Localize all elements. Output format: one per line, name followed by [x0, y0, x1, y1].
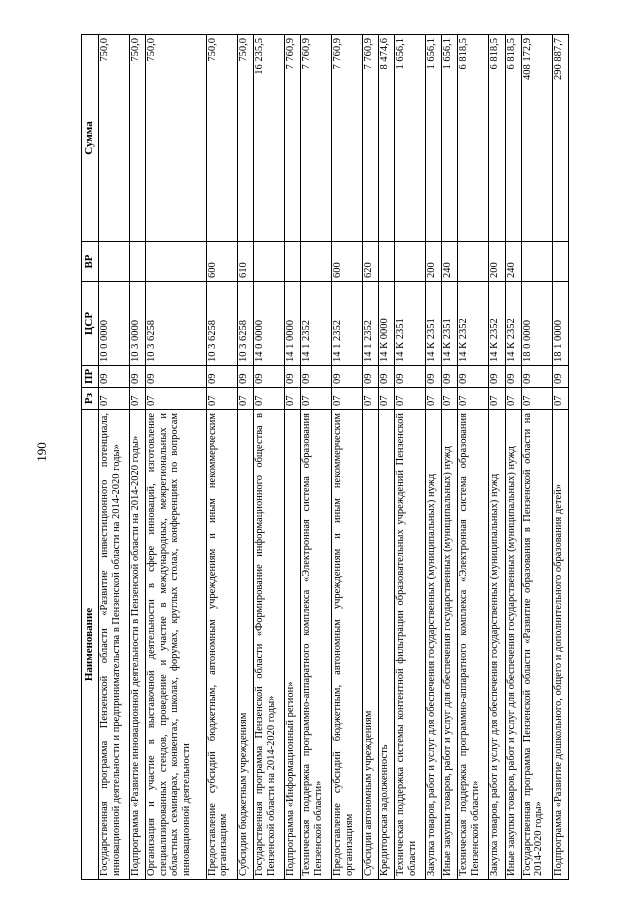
- cell-name: Кредиторская задолженность: [379, 410, 395, 880]
- cell-csr: 14 К 2352: [458, 282, 489, 366]
- table-row: [552, 35, 568, 880]
- cell-pr: 09: [395, 366, 426, 388]
- header-name: Наименование: [82, 410, 99, 880]
- cell-csr: 18 0 0000: [521, 282, 552, 366]
- table-row: [426, 35, 442, 880]
- cell-pr: 09: [99, 366, 130, 388]
- cell-csr: 14 К 2351: [426, 282, 442, 366]
- cell-name: Техническая поддержка программно-аппаратного комплекса «Электронная система образования Пензенской области»: [301, 410, 332, 880]
- cell-vr: 620: [362, 242, 378, 282]
- table-row: [146, 35, 207, 880]
- cell-sum: 7 760,9: [362, 35, 378, 242]
- cell-name: Подпрограмма «Развитие инновационной деятельности в Пензенской области на 2014-2020 годы»: [129, 410, 145, 880]
- cell-name: Государственная программа Пензенской области «Развитие инвестиционного потенциала, инновационной деятельности и предпринимательства в Пензенской области на 2014-2020 годы»: [99, 410, 130, 880]
- cell-rz: 07: [552, 388, 568, 410]
- cell-vr: 240: [505, 242, 521, 282]
- table-row: [379, 35, 395, 880]
- cell-rz: 07: [442, 388, 458, 410]
- cell-name: Организация и участие в выставочной деятельности в сфере инноваций, изготовление специализированных стендов, проведение и участие в международных, межрегиональных и областных семинарах, конвентах, школах, форумах, круглых столах, конференциях по вопросам инновационной деятельности: [146, 410, 207, 880]
- cell-csr: 14 1 2352: [301, 282, 332, 366]
- cell-name: Предоставление субсидий бюджетным, автономным учреждениям и иным некоммерческим организациям: [332, 410, 363, 880]
- cell-sum: 290 887,7: [552, 35, 568, 242]
- cell-rz: 07: [521, 388, 552, 410]
- cell-vr: [146, 242, 207, 282]
- header-csr: ЦСР: [82, 282, 99, 366]
- cell-sum: 1 656,1: [442, 35, 458, 242]
- cell-rz: 07: [99, 388, 130, 410]
- cell-rz: 07: [505, 388, 521, 410]
- cell-csr: 14 К 2352: [489, 282, 505, 366]
- cell-csr: 18 1 0000: [552, 282, 568, 366]
- cell-name: Техническая поддержка системы контентной фильтрации образовательных учреждений Пензенской области: [395, 410, 426, 880]
- cell-csr: 10 0 0000: [99, 282, 130, 366]
- table-row: [129, 35, 145, 880]
- table-header-row: [82, 35, 99, 880]
- cell-pr: 09: [332, 366, 363, 388]
- cell-pr: 09: [505, 366, 521, 388]
- cell-vr: [458, 242, 489, 282]
- cell-vr: [379, 242, 395, 282]
- cell-csr: 10 3 0000: [129, 282, 145, 366]
- cell-pr: 09: [237, 366, 253, 388]
- cell-csr: 10 3 6258: [146, 282, 207, 366]
- cell-rz: 07: [395, 388, 426, 410]
- cell-name: Подпрограмма «Информационный регион»: [284, 410, 300, 880]
- cell-pr: 09: [489, 366, 505, 388]
- cell-pr: 09: [458, 366, 489, 388]
- table-body: [99, 35, 569, 880]
- table-row: [505, 35, 521, 880]
- cell-vr: 600: [206, 242, 237, 282]
- cell-sum: 6 818,5: [458, 35, 489, 242]
- cell-vr: [284, 242, 300, 282]
- cell-rz: 07: [362, 388, 378, 410]
- cell-pr: 09: [253, 366, 284, 388]
- cell-vr: [99, 242, 130, 282]
- cell-pr: 09: [362, 366, 378, 388]
- cell-name: Иные закупки товаров, работ и услуг для обеспечения государственных (муниципальных) нужд: [505, 410, 521, 880]
- cell-pr: 09: [146, 366, 207, 388]
- cell-name: Предоставление субсидий бюджетным, автономным учреждениям и иным некоммерческим организациям: [206, 410, 237, 880]
- budget-table-container: [81, 35, 569, 880]
- cell-vr: 200: [489, 242, 505, 282]
- table-row: [332, 35, 363, 880]
- cell-name: Подпрограмма «Развитие дошкольного, общего и дополнительного образования детей»: [552, 410, 568, 880]
- table-row: [395, 35, 426, 880]
- cell-vr: [253, 242, 284, 282]
- cell-sum: 750,0: [99, 35, 130, 242]
- cell-csr: 10 3 6258: [206, 282, 237, 366]
- cell-sum: 1 656,1: [426, 35, 442, 242]
- table-row: [362, 35, 378, 880]
- cell-rz: 07: [146, 388, 207, 410]
- cell-csr: 14 К 0000: [379, 282, 395, 366]
- cell-csr: 10 3 6258: [237, 282, 253, 366]
- cell-rz: 07: [458, 388, 489, 410]
- cell-pr: 09: [521, 366, 552, 388]
- cell-vr: [129, 242, 145, 282]
- table-row: [253, 35, 284, 880]
- table-row: [521, 35, 552, 880]
- table-row: [301, 35, 332, 880]
- cell-csr: 14 К 2351: [442, 282, 458, 366]
- cell-pr: 09: [129, 366, 145, 388]
- cell-name: Техническая поддержка программно-аппаратного комплекса «Электронная система образования Пензенской области»: [458, 410, 489, 880]
- cell-pr: 09: [552, 366, 568, 388]
- cell-rz: 07: [253, 388, 284, 410]
- table-row: [237, 35, 253, 880]
- cell-pr: 09: [442, 366, 458, 388]
- header-vr: ВР: [82, 242, 99, 282]
- cell-csr: 14 1 2352: [362, 282, 378, 366]
- table-row: [284, 35, 300, 880]
- table-row: [442, 35, 458, 880]
- cell-sum: 750,0: [129, 35, 145, 242]
- cell-sum: 750,0: [237, 35, 253, 242]
- cell-name: Закупка товаров, работ и услуг для обеспечения государственных (муниципальных) нужд: [426, 410, 442, 880]
- cell-rz: 07: [301, 388, 332, 410]
- cell-sum: 6 818,5: [505, 35, 521, 242]
- cell-csr: 14 1 2352: [332, 282, 363, 366]
- cell-vr: [552, 242, 568, 282]
- cell-csr: 14 К 2352: [505, 282, 521, 366]
- cell-name: Закупка товаров, работ и услуг для обеспечения государственных (муниципальных) нужд: [489, 410, 505, 880]
- cell-pr: 09: [379, 366, 395, 388]
- cell-vr: 240: [442, 242, 458, 282]
- cell-vr: [395, 242, 426, 282]
- cell-vr: 610: [237, 242, 253, 282]
- header-pr: ПР: [82, 366, 99, 388]
- header-sum: Сумма: [82, 35, 99, 242]
- cell-sum: 7 760,9: [332, 35, 363, 242]
- cell-pr: 09: [284, 366, 300, 388]
- cell-sum: 7 760,9: [301, 35, 332, 242]
- cell-name: Государственная программа Пензенской области «Развитие образования в Пензенской области на 2014-2020 годы»: [521, 410, 552, 880]
- table-row: [206, 35, 237, 880]
- cell-csr: 14 1 0000: [284, 282, 300, 366]
- cell-rz: 07: [379, 388, 395, 410]
- cell-rz: 07: [237, 388, 253, 410]
- cell-rz: 07: [129, 388, 145, 410]
- cell-name: Субсидии бюджетным учреждениям: [237, 410, 253, 880]
- cell-rz: 07: [426, 388, 442, 410]
- page-number: 190: [34, 442, 49, 462]
- cell-sum: 16 235,5: [253, 35, 284, 242]
- cell-name: Государственная программа Пензенской области «Формирование информационного общества в Пензенской области на 2014-2020 годы»: [253, 410, 284, 880]
- cell-vr: 200: [426, 242, 442, 282]
- cell-pr: 09: [301, 366, 332, 388]
- table-row: [458, 35, 489, 880]
- cell-sum: 8 474,6: [379, 35, 395, 242]
- cell-pr: 09: [426, 366, 442, 388]
- cell-vr: 600: [332, 242, 363, 282]
- cell-rz: 07: [284, 388, 300, 410]
- cell-sum: 6 818,5: [489, 35, 505, 242]
- budget-table: [81, 34, 569, 880]
- cell-vr: [521, 242, 552, 282]
- cell-vr: [301, 242, 332, 282]
- cell-sum: 750,0: [146, 35, 207, 242]
- cell-csr: 14 К 2351: [395, 282, 426, 366]
- cell-rz: 07: [206, 388, 237, 410]
- cell-name: Иные закупки товаров, работ и услуг для обеспечения государственных (муниципальных) нужд: [442, 410, 458, 880]
- table-row: [99, 35, 130, 880]
- cell-sum: 750,0: [206, 35, 237, 242]
- cell-sum: 7 760,9: [284, 35, 300, 242]
- cell-name: Субсидии автономным учреждениям: [362, 410, 378, 880]
- cell-rz: 07: [332, 388, 363, 410]
- cell-sum: 408 172,9: [521, 35, 552, 242]
- table-row: [489, 35, 505, 880]
- cell-sum: 1 656,1: [395, 35, 426, 242]
- header-rz: Рз: [82, 388, 99, 410]
- cell-csr: 14 0 0000: [253, 282, 284, 366]
- cell-rz: 07: [489, 388, 505, 410]
- cell-pr: 09: [206, 366, 237, 388]
